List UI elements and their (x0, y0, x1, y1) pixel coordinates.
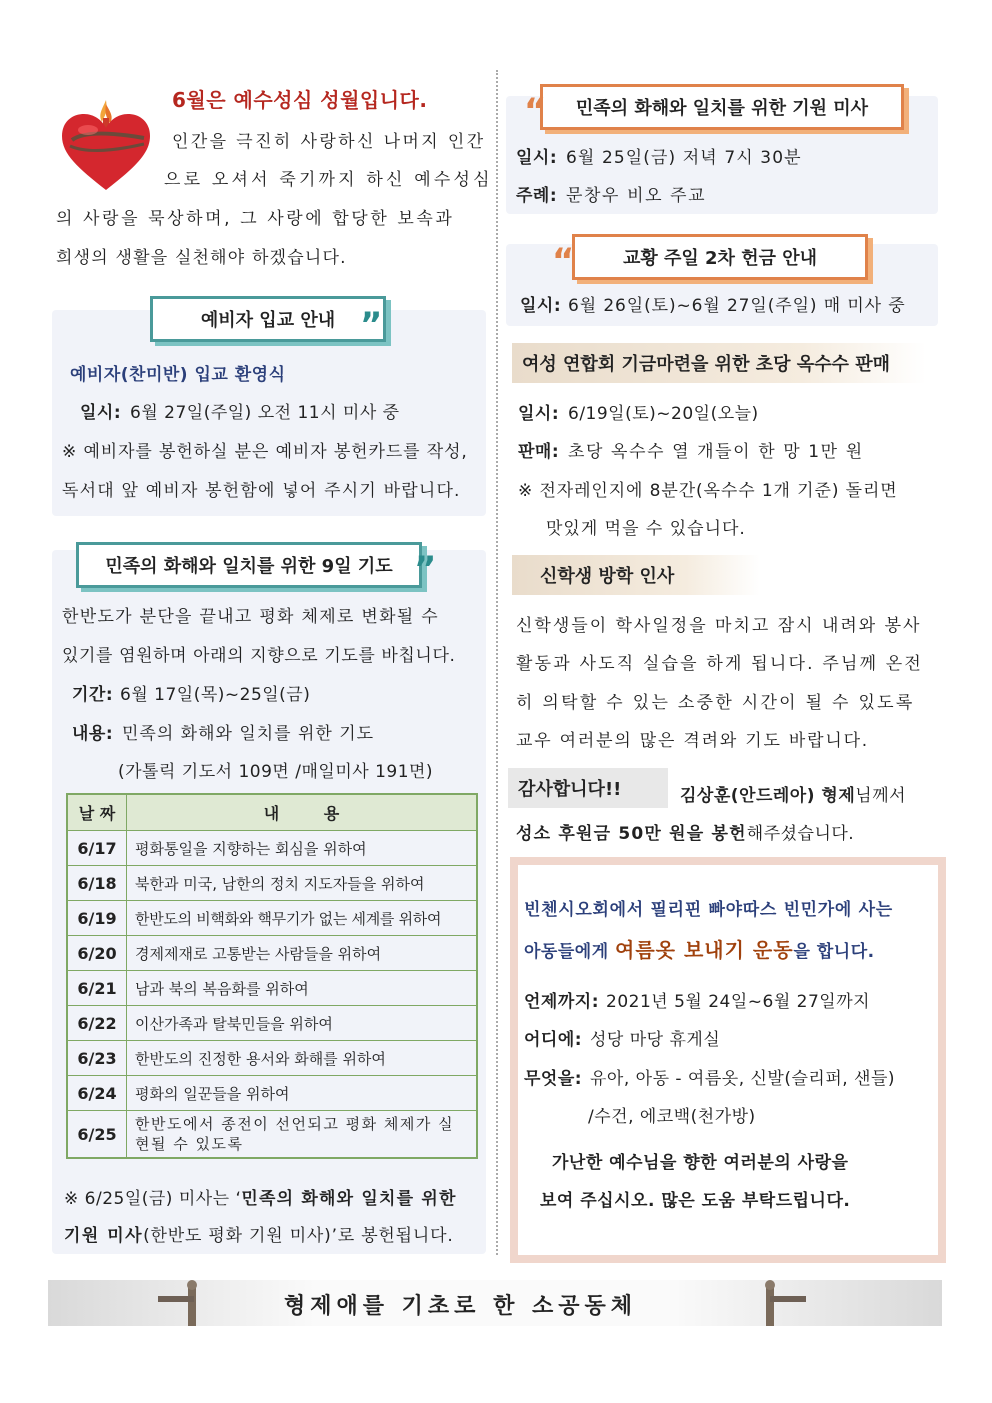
footnote-emphasis: 민족의 화해와 일치를 위한 (241, 1189, 457, 1209)
catechumen-note-1: ※ 예비자를 봉헌하실 분은 예비자 봉헌카드를 작성, (62, 442, 468, 462)
collection-date-value: 6월 26일(토)~6월 27일(주일) 매 미사 중 (568, 296, 906, 316)
table-row (67, 866, 477, 901)
footer-text: 형제애를 기초로 한 소공동체 (284, 1294, 638, 1319)
corn-date-value: 6/19일(토)~20일(오늘) (568, 404, 759, 424)
column-divider (496, 70, 498, 1255)
footnote-text: ※ 6/25일(금) 미사는 ‘ (64, 1189, 242, 1209)
row-date: 6/25 (67, 1111, 127, 1159)
table-row (67, 1111, 477, 1159)
row-intention: 한반도에서 종전이 선언되고 평화 체제가 실현될 수 있도록 (127, 1111, 478, 1159)
corn-sale-label: 판매: (518, 442, 560, 462)
row-intention: 북한과 미국, 남한의 정치 지도자들을 위하여 (127, 866, 478, 901)
intro-line-2: 으로 오셔서 죽기까지 하신 예수성심 (164, 170, 493, 190)
clothes-line-1: 빈첸시오회에서 필리핀 빠야따스 빈민가에 사는 (524, 900, 893, 920)
intro-line-3: 의 사랑을 묵상하며, 그 사랑에 합당한 보속과 (56, 209, 455, 229)
footnote-emphasis: 기원 미사 (64, 1226, 144, 1246)
row-intention: 한반도의 진정한 용서와 화해를 위하여 (127, 1041, 478, 1076)
clothes-until-value: 2021년 5월 24일~6월 27일까지 (606, 992, 871, 1012)
mass-presider-value: 문창우 비오 주교 (566, 186, 707, 206)
mass-header: 민족의 화해와 일치를 위한 기원 미사 (540, 84, 904, 130)
table-row (67, 971, 477, 1006)
row-date: 6/20 (67, 936, 127, 971)
footnote-text: (한반도 평화 기원 미사)’로 봉헌됩니다. (143, 1226, 454, 1246)
row-intention: 평화의 일꾼들을 위하여 (127, 1076, 478, 1111)
catechumen-date-label: 일시: (80, 403, 122, 423)
row-intention: 한반도의 비핵화와 핵무기가 없는 세계를 위하여 (127, 901, 478, 936)
table-header-date: 날 짜 (67, 794, 127, 831)
seminarian-line-4: 교우 여러분의 많은 격려와 기도 바랍니다. (516, 731, 869, 751)
table-header-row (67, 794, 477, 831)
table-row (67, 1041, 477, 1076)
intro-line-1: 인간을 극진히 사랑하신 나머지 인간 (172, 132, 486, 152)
seminarian-header: 신학생 방학 인사 (512, 555, 760, 595)
signpost-icon (752, 1280, 812, 1326)
seminarian-line-1: 신학생들이 학사일정을 마치고 잠시 내려와 봉사 (516, 616, 922, 636)
catechumen-note-2: 독서대 앞 예비자 봉헌함에 넣어 주시기 바랍니다. (62, 481, 461, 501)
collection-date-label: 일시: (520, 296, 562, 316)
novena-header: 민족의 화해와 일치를 위한 9일 기도 (76, 542, 422, 588)
novena-footnote-line-1 (64, 1184, 457, 1209)
catechumen-subtitle: 예비자(찬미반) 입교 환영식 (70, 365, 286, 385)
row-date: 6/23 (67, 1041, 127, 1076)
thanks-line-2 (516, 819, 854, 844)
clothes-where-label: 어디에: (524, 1030, 583, 1050)
mass-presider-label: 주례: (516, 186, 558, 206)
intro-title: 6월은 예수성심 성월입니다. (172, 88, 428, 112)
intro-line-4: 희생의 생활을 실천해야 하겠습니다. (56, 248, 347, 268)
clothes-highlight: 여름옷 보내기 운동 (615, 938, 794, 962)
mass-date-label: 일시: (516, 148, 558, 168)
novena-content-label: 내용: (72, 724, 114, 744)
clothes-what-label: 무엇을: (524, 1069, 583, 1089)
corn-date-label: 일시: (518, 404, 560, 424)
corn-header: 여성 연합회 기금마련을 위한 초당 옥수수 판매 (512, 343, 926, 383)
quote-icon: “ (552, 241, 575, 281)
clothes-closing-1: 가난한 예수님을 향한 여러분의 사랑을 (552, 1153, 849, 1173)
quote-icon: ” (360, 305, 383, 345)
clothes-line-2-a: 아동들에게 (524, 942, 616, 962)
table-row (67, 831, 477, 866)
row-intention: 이산가족과 탈북민들을 위하여 (127, 1006, 478, 1041)
table-row (67, 1006, 477, 1041)
thanks-line-1 (680, 781, 906, 806)
sacred-heart-icon (58, 96, 154, 194)
clothes-what-value-2: /수건, 에코백(천가방) (588, 1107, 756, 1127)
row-date: 6/24 (67, 1076, 127, 1111)
quote-icon: “ (524, 91, 547, 131)
row-intention: 경제제재로 고통받는 사람들을 위하여 (127, 936, 478, 971)
novena-period-value: 6월 17일(목)~25일(금) (120, 685, 311, 705)
corn-note-2: 맛있게 먹을 수 있습니다. (546, 519, 746, 539)
clothes-where-value: 성당 마당 휴게실 (590, 1030, 721, 1050)
row-date: 6/21 (67, 971, 127, 1006)
novena-source: (가톨릭 기도서 109면 /매일미사 191면) (118, 762, 434, 782)
thanks-name-suffix: 님께서 (855, 786, 907, 806)
signpost-icon (152, 1280, 212, 1326)
prayer-table (66, 793, 478, 1159)
catechumen-header: 예비자 입교 안내 (150, 296, 386, 342)
thanks-name: 김상훈(안드레아) 형제 (680, 786, 856, 806)
table-row (67, 936, 477, 971)
thanks-gift: 성소 후원금 50만 원을 봉헌 (516, 824, 747, 844)
row-date: 6/17 (67, 831, 127, 866)
novena-footnote-line-2 (64, 1221, 454, 1246)
row-intention: 평화통일을 지향하는 회심을 위하여 (127, 831, 478, 866)
novena-intro-1: 한반도가 분단을 끝내고 평화 체제로 변화될 수 (62, 607, 439, 627)
row-date: 6/22 (67, 1006, 127, 1041)
row-date: 6/18 (67, 866, 127, 901)
row-date: 6/19 (67, 901, 127, 936)
seminarian-line-2: 활동과 사도직 실습을 하게 됩니다. 주님께 온전 (516, 654, 924, 674)
quote-icon: ” (414, 549, 437, 589)
clothes-until-label: 언제까지: (524, 992, 599, 1012)
mass-date-value: 6월 25일(금) 저녁 7시 30분 (566, 148, 802, 168)
thanks-badge: 감사합니다!! (508, 768, 668, 808)
clothes-what-value: 유아, 아동 - 여름옷, 신발(슬리퍼, 샌들) (590, 1069, 896, 1089)
row-intention: 남과 북의 복음화를 위하여 (127, 971, 478, 1006)
novena-intro-2: 있기를 염원하며 아래의 지향으로 기도를 바칩니다. (62, 646, 456, 666)
table-row (67, 901, 477, 936)
table-header-content: 내 용 (127, 794, 478, 831)
clothes-line-2-c: 을 합니다. (793, 942, 875, 962)
table-row (67, 1076, 477, 1111)
thanks-gift-suffix: 해주셨습니다. (746, 824, 855, 844)
novena-period-label: 기간: (72, 685, 114, 705)
collection-header: 교황 주일 2차 헌금 안내 (572, 234, 868, 280)
seminarian-line-3: 히 의탁할 수 있는 소중한 시간이 될 수 있도록 (516, 693, 915, 713)
corn-sale-value: 초당 옥수수 열 개들이 한 망 1만 원 (568, 442, 864, 462)
clothes-line-2 (524, 934, 875, 963)
novena-content-value: 민족의 화해와 일치를 위한 기도 (122, 724, 375, 744)
catechumen-date-value: 6월 27일(주일) 오전 11시 미사 중 (130, 403, 400, 423)
corn-note-1: ※ 전자레인지에 8분간(옥수수 1개 기준) 돌리면 (518, 481, 898, 501)
clothes-closing-2: 보여 주십시오. 많은 도움 부탁드립니다. (540, 1191, 851, 1211)
